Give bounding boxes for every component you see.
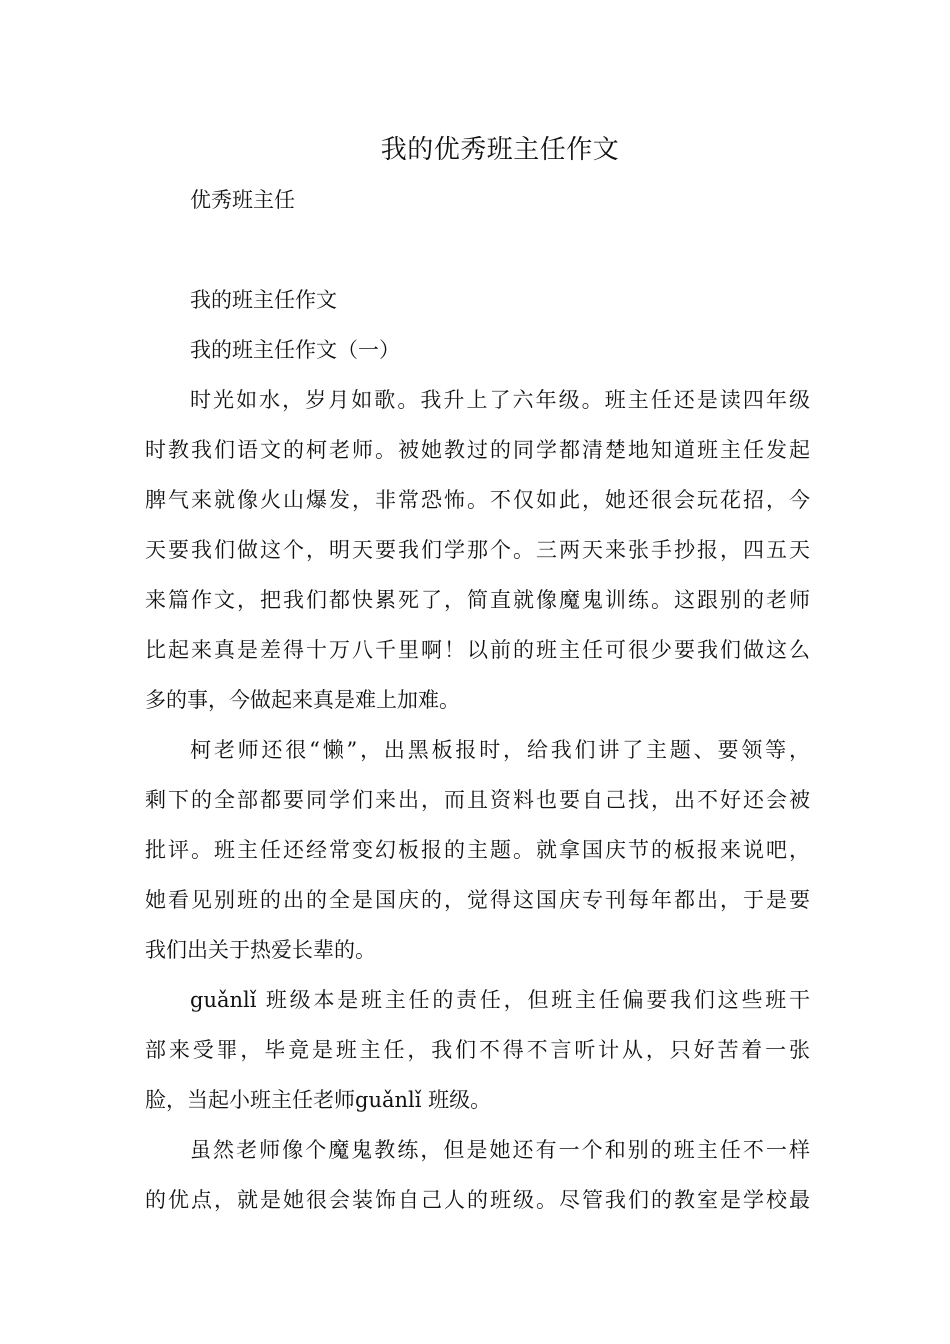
body-line: 批评。班主任还经常变幻板报的主题。就拿国庆节的板报来说吧，: [145, 838, 810, 862]
body-line: 多的事，今做起来真是难上加难。: [145, 688, 460, 712]
body-line: guǎnlǐ 班级本是班主任的责任，但班主任偏要我们这些班干: [190, 988, 810, 1012]
body-line: 虽然老师像个魔鬼教练，但是她还有一个和别的班主任不一样: [190, 1138, 810, 1162]
body-line: 她看见别班的出的全是国庆的，觉得这国庆专刊每年都出，于是要: [145, 888, 810, 912]
body-line: 天要我们做这个，明天要我们学那个。三两天来张手抄报，四五天: [145, 538, 810, 562]
article-heading: 我的班主任作文（一）: [190, 338, 400, 362]
body-line: 时光如水，岁月如歌。我升上了六年级。班主任还是读四年级: [190, 388, 810, 412]
body-line: 剩下的全部都要同学们来出，而且资料也要自己找，出不好还会被: [145, 788, 810, 812]
subtitle: 优秀班主任: [190, 188, 295, 212]
body-line: 的优点，就是她很会装饰自己人的班级。尽管我们的教室是学校最: [145, 1188, 810, 1212]
body-line: 脸，当起小班主任老师guǎnlǐ 班级。: [145, 1088, 492, 1112]
body-line: 部来受罪，毕竟是班主任，我们不得不言听计从，只好苦着一张: [145, 1038, 810, 1062]
body-line: 脾气来就像火山爆发，非常恐怖。不仅如此，她还很会玩花招，今: [145, 488, 810, 512]
body-line: 柯老师还很“懒”，出黑板报时，给我们讲了主题、要领等，: [190, 738, 810, 762]
document-title: 我的优秀班主任作文: [380, 135, 620, 165]
body-line: 我们出关于热爱长辈的。: [145, 938, 376, 962]
section-heading: 我的班主任作文: [190, 288, 337, 312]
body-line: 时教我们语文的柯老师。被她教过的同学都清楚地知道班主任发起: [145, 438, 810, 462]
body-line: 比起来真是差得十万八千里啊！以前的班主任可很少要我们做这么: [145, 638, 810, 662]
body-line: 来篇作文，把我们都快累死了，简直就像魔鬼训练。这跟别的老师: [145, 588, 810, 612]
